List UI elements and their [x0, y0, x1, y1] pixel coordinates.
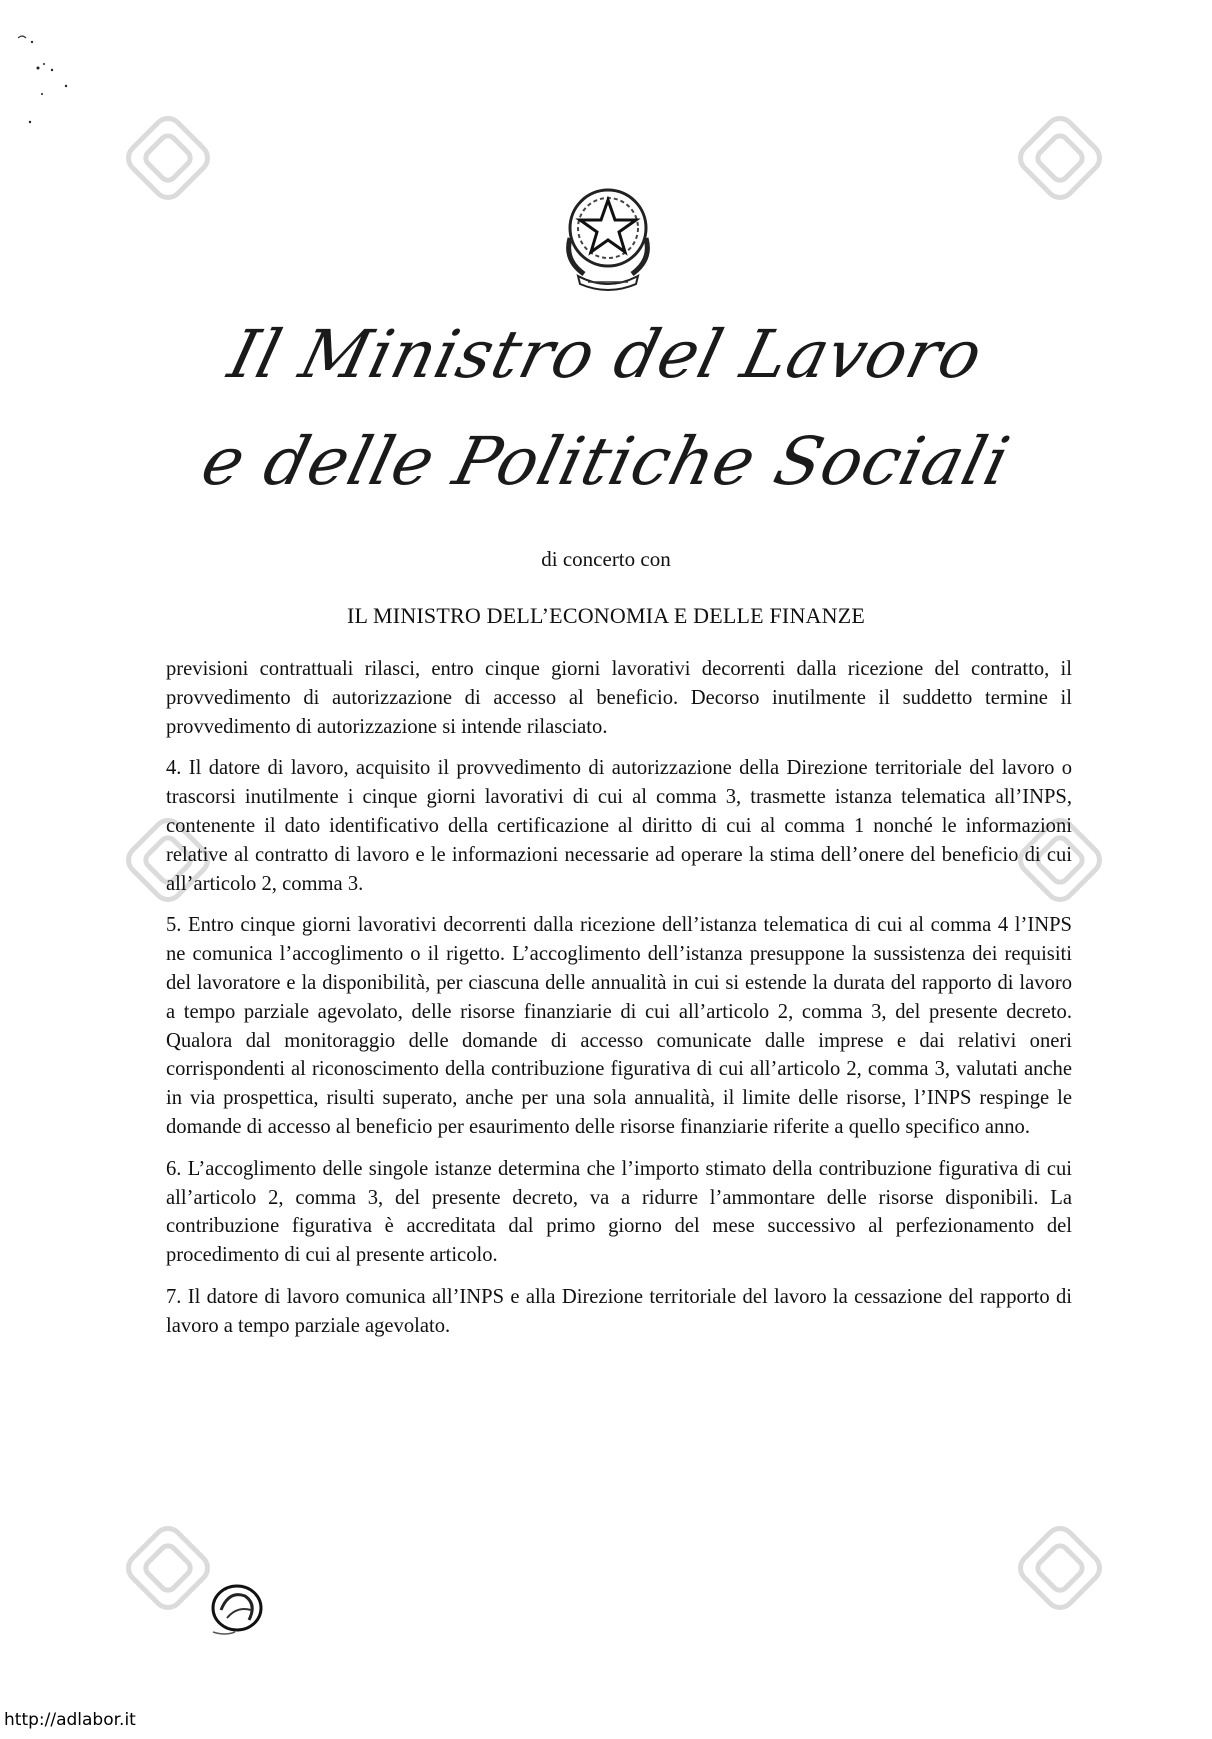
source-url[interactable]: http://adlabor.it: [4, 1710, 136, 1730]
concerto-label: di concerto con: [541, 547, 671, 571]
paragraph: 5. Entro cinque giorni lavorativi decorrenti dalla ricezione dell’istanza telematica di cui al comma 4 l’INPS ne comunica l’accoglimento o il rigetto. L’accoglimento dell’istanza presuppone la sussistenza dei requisiti del lavoratore e la disponibilità, per ciascuna delle annualità in cui si estende la durata del rapporto di lavoro a tempo parziale agevolato, delle risorse finanziarie di cui all’articolo 2, comma 3, del presente decreto. Qualora dal monitoraggio delle domande di accesso comunicate dalle imprese e dai relativi oneri corrispondenti al riconoscimento della contribuzione figurativa di cui all’articolo 2, comma 3, valutati anche in via prospettica, risulti superato, anche per una sola annualità, il limite delle risorse, l’INPS respinge le domande di accesso al beneficio per esaurimento delle risorse finanziarie riferite a quello specifico anno.: [166, 914, 1072, 1138]
ministry-title-line1: Il Ministro del Lavoro: [221, 316, 991, 393]
watermark-logo-icon: [108, 98, 228, 218]
stamp-seal-icon: [205, 1580, 275, 1640]
ministry-title-line2: e delle Politiche Sociali: [194, 423, 1018, 500]
watermark-logo-icon: [1000, 98, 1120, 218]
scan-specks: [18, 30, 78, 130]
paragraph: 7. Il datore di lavoro comunica all’INPS e alla Direzione territoriale del lavoro la cessazione del rapporto di lavoro a tempo parziale agevolato.: [166, 1285, 1072, 1337]
watermark-logo-icon: [1000, 1508, 1120, 1628]
paragraph: 6. L’accoglimento delle singole istanze determina che l’importo stimato della contribuzione figurativa di cui all’articolo 2, comma 3, del presente decreto, va a ridurre l’ammontare delle risorse disponibili. La contribuzione figurativa è accreditata dal primo giorno del mese successivo al perfezionamento del procedimento di cui al presente articolo.: [166, 1157, 1072, 1267]
co-ministry-heading: IL MINISTRO DELL’ECONOMIA E DELLE FINANZE: [346, 603, 865, 628]
document-body: [166, 655, 1072, 1354]
paragraph: 4. Il datore di lavoro, acquisito il provvedimento di autorizzazione della Direzione territoriale del lavoro o trascorsi inutilmente i cinque giorni lavorativi di cui al comma 3, trasmette istanza telematica all’INPS, contenente il dato identificativo della certificazione al diritto di cui al comma 1 nonché le informazioni relative al contratto di lavoro e le informazioni necessarie ad operare la stima dell’onere del beneficio di cui all’articolo 2, comma 3.: [166, 757, 1072, 895]
paragraph: previsioni contrattuali rilasci, entro cinque giorni lavorativi decorrenti dalla ricezione del contratto, il provvedimento di autorizzazione di accesso al beneficio. Decorso inutilmente il suddetto termine il provvedimento di autorizzazione si intende rilasciato.: [166, 658, 1072, 738]
italian-republic-emblem-icon: [558, 178, 658, 294]
